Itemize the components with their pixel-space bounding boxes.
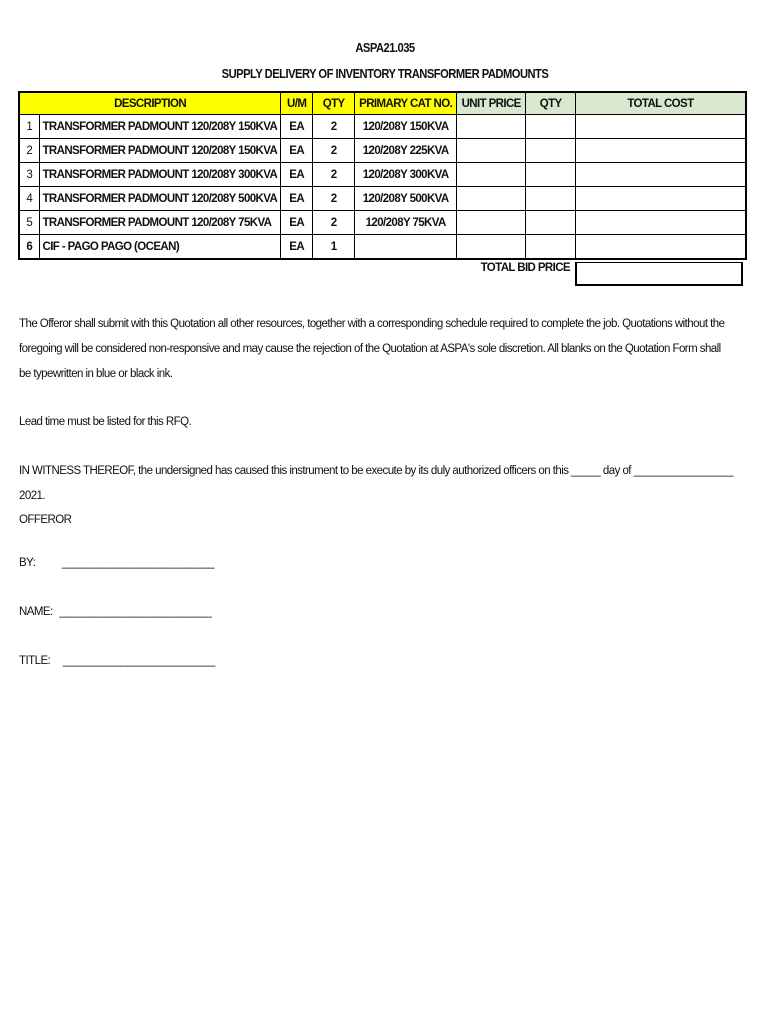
total-cost-cell[interactable] (576, 187, 746, 211)
unit-price-cell[interactable] (457, 139, 526, 163)
row-primary-cat: 120/208Y 500KVA (355, 187, 457, 211)
row-number: 2 (19, 139, 39, 163)
row-description: TRANSFORMER PADMOUNT 120/208Y 300KVA (39, 163, 281, 187)
unit-price-cell[interactable] (457, 187, 526, 211)
quotation-table (18, 91, 747, 260)
unit-price-cell[interactable] (457, 211, 526, 235)
qty-cell[interactable] (526, 211, 576, 235)
column-header-um: U/M (281, 92, 313, 115)
document-number: ASPA21.035 (355, 40, 415, 55)
name-label: NAME: (19, 606, 53, 618)
qty-cell[interactable] (526, 235, 576, 260)
row-description: CIF - PAGO PAGO (OCEAN) (39, 235, 281, 260)
table-row (19, 163, 746, 187)
offeror-heading: OFFEROR (19, 514, 72, 526)
table-row (19, 211, 746, 235)
table-row (19, 187, 746, 211)
total-bid-price-label: TOTAL BID PRICE (480, 262, 570, 274)
row-qty: 1 (313, 235, 355, 260)
row-um: EA (281, 187, 313, 211)
qty-cell[interactable] (526, 163, 576, 187)
column-header-description: DESCRIPTION (19, 92, 281, 115)
signature-name-row (19, 606, 211, 618)
lead-time-note: Lead time must be listed for this RFQ. (19, 416, 192, 428)
column-header-primary-cat: PRIMARY CAT NO. (355, 92, 457, 115)
row-number: 3 (19, 163, 39, 187)
row-primary-cat (355, 235, 457, 260)
unit-price-cell[interactable] (457, 235, 526, 260)
row-description: TRANSFORMER PADMOUNT 120/208Y 150KVA (39, 139, 281, 163)
by-label: BY: (19, 557, 36, 569)
total-bid-price-field[interactable] (575, 262, 743, 286)
total-cost-cell[interactable] (576, 139, 746, 163)
row-number: 4 (19, 187, 39, 211)
table-header-row (19, 92, 746, 115)
title-signature-line[interactable]: __________________________ (62, 655, 215, 667)
row-um: EA (281, 139, 313, 163)
column-header-total-cost: TOTAL COST (576, 92, 746, 115)
row-primary-cat: 120/208Y 225KVA (355, 139, 457, 163)
qty-cell[interactable] (526, 187, 576, 211)
qty-cell[interactable] (526, 139, 576, 163)
row-um: EA (281, 163, 313, 187)
row-primary-cat: 120/208Y 300KVA (355, 163, 457, 187)
row-um: EA (281, 235, 313, 260)
table-row (19, 115, 746, 139)
row-qty: 2 (313, 211, 355, 235)
witness-statement: IN WITNESS THEREOF, the undersigned has caused this instrument to be execute by its duly authorized officers on this _____ day of _________________ 2021. (19, 465, 733, 502)
table-row (19, 139, 746, 163)
total-cost-cell[interactable] (576, 163, 746, 187)
total-cost-cell[interactable] (576, 115, 746, 139)
row-qty: 2 (313, 139, 355, 163)
by-signature-line[interactable]: __________________________ (61, 557, 214, 569)
total-cost-cell[interactable] (576, 211, 746, 235)
title-label: TITLE: (19, 655, 51, 667)
column-header-unit-price: UNIT PRICE (457, 92, 526, 115)
qty-cell[interactable] (526, 115, 576, 139)
signature-title-row (19, 655, 215, 667)
name-signature-line[interactable]: __________________________ (59, 606, 212, 618)
row-description: TRANSFORMER PADMOUNT 120/208Y 75KVA (39, 211, 281, 235)
column-header-qty: QTY (313, 92, 355, 115)
row-description: TRANSFORMER PADMOUNT 120/208Y 150KVA (39, 115, 281, 139)
total-cost-cell[interactable] (576, 235, 746, 260)
table-row (19, 235, 746, 260)
signature-by-row (19, 557, 214, 569)
row-number: 5 (19, 211, 39, 235)
row-qty: 2 (313, 115, 355, 139)
instructions-paragraph: The Offeror shall submit with this Quotation all other resources, together with a corresponding schedule required to complete the job. Quotations without the foregoing will be considered non-responsive and may cause the rejection of the Quotation at ASPA's sole discretion. All blanks on the Quotation Form shall be typewritten in blue or black ink. (19, 318, 725, 380)
document-title: SUPPLY DELIVERY OF INVENTORY TRANSFORMER PADMOUNTS (221, 66, 549, 81)
row-number: 6 (19, 235, 39, 260)
row-primary-cat: 120/208Y 75KVA (355, 211, 457, 235)
row-um: EA (281, 115, 313, 139)
unit-price-cell[interactable] (457, 163, 526, 187)
column-header-qty-2: QTY (526, 92, 576, 115)
row-number: 1 (19, 115, 39, 139)
row-primary-cat: 120/208Y 150KVA (355, 115, 457, 139)
row-qty: 2 (313, 163, 355, 187)
row-qty: 2 (313, 187, 355, 211)
row-um: EA (281, 211, 313, 235)
unit-price-cell[interactable] (457, 115, 526, 139)
row-description: TRANSFORMER PADMOUNT 120/208Y 500KVA (39, 187, 281, 211)
